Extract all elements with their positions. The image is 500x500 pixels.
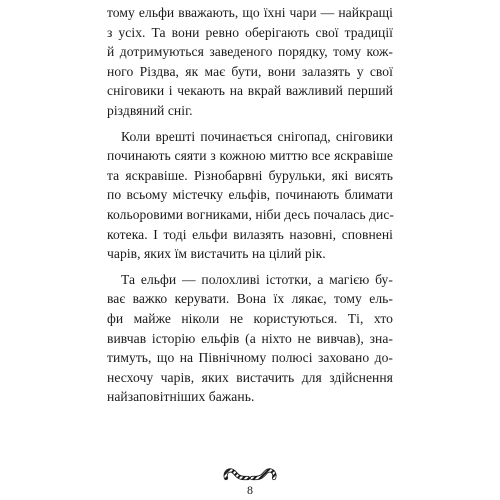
- text-line: по всьому містечку ельфів, починають блимати: [107, 187, 393, 203]
- page-number: 8: [247, 483, 253, 497]
- text-line: тимуть, що на Північному полюсі заховано до-: [107, 350, 393, 366]
- text-line: різдвяний сніг.: [107, 102, 193, 118]
- paragraph-2: [107, 127, 393, 264]
- text-line: й дотримуються заведеного порядку, тому кож-: [107, 44, 393, 60]
- paragraph-3: [107, 270, 393, 407]
- text-line: кольоровими вогниками, ніби десь почалась дис-: [107, 206, 394, 222]
- text-line: починають сяяти з кожною миттю все яскравіше: [107, 148, 393, 164]
- text-line: чарів, яких їм вистачить на цілий рік.: [107, 246, 326, 262]
- text-line: Коли врешті починається снігопад, сніговики: [121, 128, 393, 144]
- text-line: несхочу чарів, яких вистачить для здійснення: [107, 369, 393, 385]
- text-line: ває важко керувати. Вона їх лякає, тому ель-: [107, 291, 393, 307]
- page-footer: [0, 464, 500, 500]
- text-line: найзаповітніших бажань.: [107, 389, 255, 405]
- text-line: з усіх. Та вони ревно оберігають свої традиції: [107, 24, 393, 40]
- text-line: ного Різдва, як має бути, вони залазять у свої: [107, 63, 393, 79]
- text-line: сніговики і чекають на вкрай важливий перший: [107, 83, 393, 99]
- body-text: [107, 3, 393, 407]
- text-line: фи майже ніколи не користуються. Ті, хто: [107, 310, 393, 326]
- text-line: Та ельфи — полохливі істотки, а магією бу-: [121, 271, 393, 287]
- text-line: котека. І тоді ельфи вилазять назовні, сповнені: [107, 226, 393, 242]
- text-line: тому ельфи вважають, що їхні чари — найкращі: [107, 5, 393, 20]
- text-line: та яскравіше. Різнобарвні бурульки, які висять: [107, 167, 393, 183]
- paragraph-1: [107, 3, 393, 121]
- text-line: вивчав історію ельфів (а ніхто не вивчав), знa-: [107, 330, 393, 346]
